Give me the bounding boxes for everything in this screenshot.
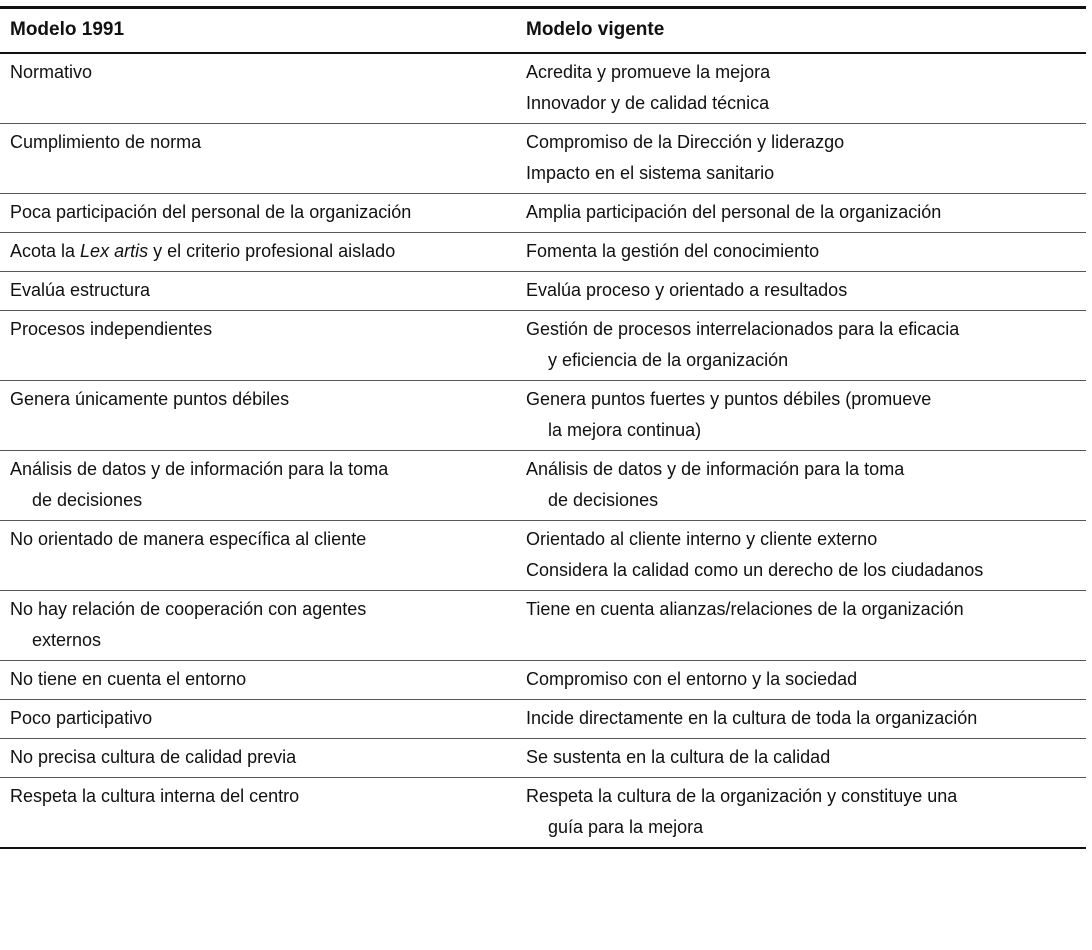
table-row [0,233,1086,272]
cell-line: No orientado de manera específica al cliente [10,529,367,549]
lex-artis-italic: Lex artis [80,241,149,261]
cell-right [516,661,1086,700]
cell-right [516,311,1086,381]
table-row [0,700,1086,739]
cell-line: Orientado al cliente interno y cliente externo [526,529,878,549]
cell-line: Se sustenta en la cultura de la calidad [526,747,831,767]
cell-right [516,53,1086,124]
cell-right [516,194,1086,233]
table-row [0,311,1086,381]
cell-right [516,521,1086,591]
cell-line: Respeta la cultura interna del centro [10,786,300,806]
cell-left [0,700,516,739]
cell-line: Amplia participación del personal de la organización [526,202,942,222]
cell-left [0,661,516,700]
cell-line: Normativo [10,62,93,82]
cell-right [516,124,1086,194]
cell-line: Gestión de procesos interrelacionados para la eficacia [526,319,960,339]
table-row [0,124,1086,194]
text-segment: y el criterio profesional aislado [148,241,396,261]
cell-left [0,451,516,521]
cell-line: Considera la calidad como un derecho de los ciudadanos [526,560,984,580]
cell-left [0,194,516,233]
cell-right [516,700,1086,739]
table-row [0,381,1086,451]
cell-left [0,311,516,381]
cell-line: guía para la mejora [548,817,704,837]
cell-right [516,739,1086,778]
header-modelo-vigente: Modelo vigente [526,19,665,40]
cell-right [516,233,1086,272]
cell-line: Genera únicamente puntos débiles [10,389,290,409]
cell-left [0,381,516,451]
table-body [0,53,1086,848]
cell-left [0,521,516,591]
cell-left [0,272,516,311]
cell-line: de decisiones [32,490,143,510]
table-row [0,591,1086,661]
table-row [0,661,1086,700]
cell-left [0,53,516,124]
table-row [0,272,1086,311]
header-modelo-1991: Modelo 1991 [10,19,125,40]
table-row [0,521,1086,591]
cell-line: Poca participación del personal de la organización [10,202,412,222]
table-header [0,8,1086,54]
table-row [0,451,1086,521]
cell-line: Acredita y promueve la mejora [526,62,771,82]
cell-line: Fomenta la gestión del conocimiento [526,241,820,261]
cell-line: Incide directamente en la cultura de toda la organización [526,708,978,728]
cell-line: Poco participativo [10,708,153,728]
cell-line: Análisis de datos y de información para la toma [10,459,389,479]
cell-line: Procesos independientes [10,319,213,339]
cell-left [0,233,516,272]
cell-line: Compromiso de la Dirección y liderazgo [526,132,845,152]
header-row [0,8,1086,54]
cell-line: Tiene en cuenta alianzas/relaciones de la organización [526,599,964,619]
cell-right [516,381,1086,451]
cell-right [516,272,1086,311]
cell-line: Compromiso con el entorno y la sociedad [526,669,858,689]
cell-right [516,591,1086,661]
cell-line: Análisis de datos y de información para la toma [526,459,905,479]
table-row [0,778,1086,849]
cell-left [0,591,516,661]
cell-line: y eficiencia de la organización [548,350,789,370]
cell-left [0,124,516,194]
cell-line: Innovador y de calidad técnica [526,93,770,113]
cell-line: externos [32,630,102,650]
cell-line: de decisiones [548,490,659,510]
table-row [0,194,1086,233]
cell-right [516,778,1086,849]
cell-line: Evalúa proceso y orientado a resultados [526,280,848,300]
cell-line: No tiene en cuenta el entorno [10,669,247,689]
cell-line: la mejora continua) [548,420,702,440]
cell-line: No precisa cultura de calidad previa [10,747,297,767]
table-row [0,53,1086,124]
cell-line: Cumplimiento de norma [10,132,202,152]
cell-line: Evalúa estructura [10,280,151,300]
comparison-table [0,6,1086,849]
cell-line: Respeta la cultura de la organización y constituye una [526,786,958,806]
cell-left [0,778,516,849]
cell-line: Genera puntos fuertes y puntos débiles (promueve [526,389,932,409]
table-row [0,739,1086,778]
cell-right [516,451,1086,521]
text-segment: Acota la [10,241,81,261]
cell-line: No hay relación de cooperación con agentes [10,599,367,619]
cell-line: Impacto en el sistema sanitario [526,163,775,183]
cell-line [10,236,512,267]
cell-left [0,739,516,778]
